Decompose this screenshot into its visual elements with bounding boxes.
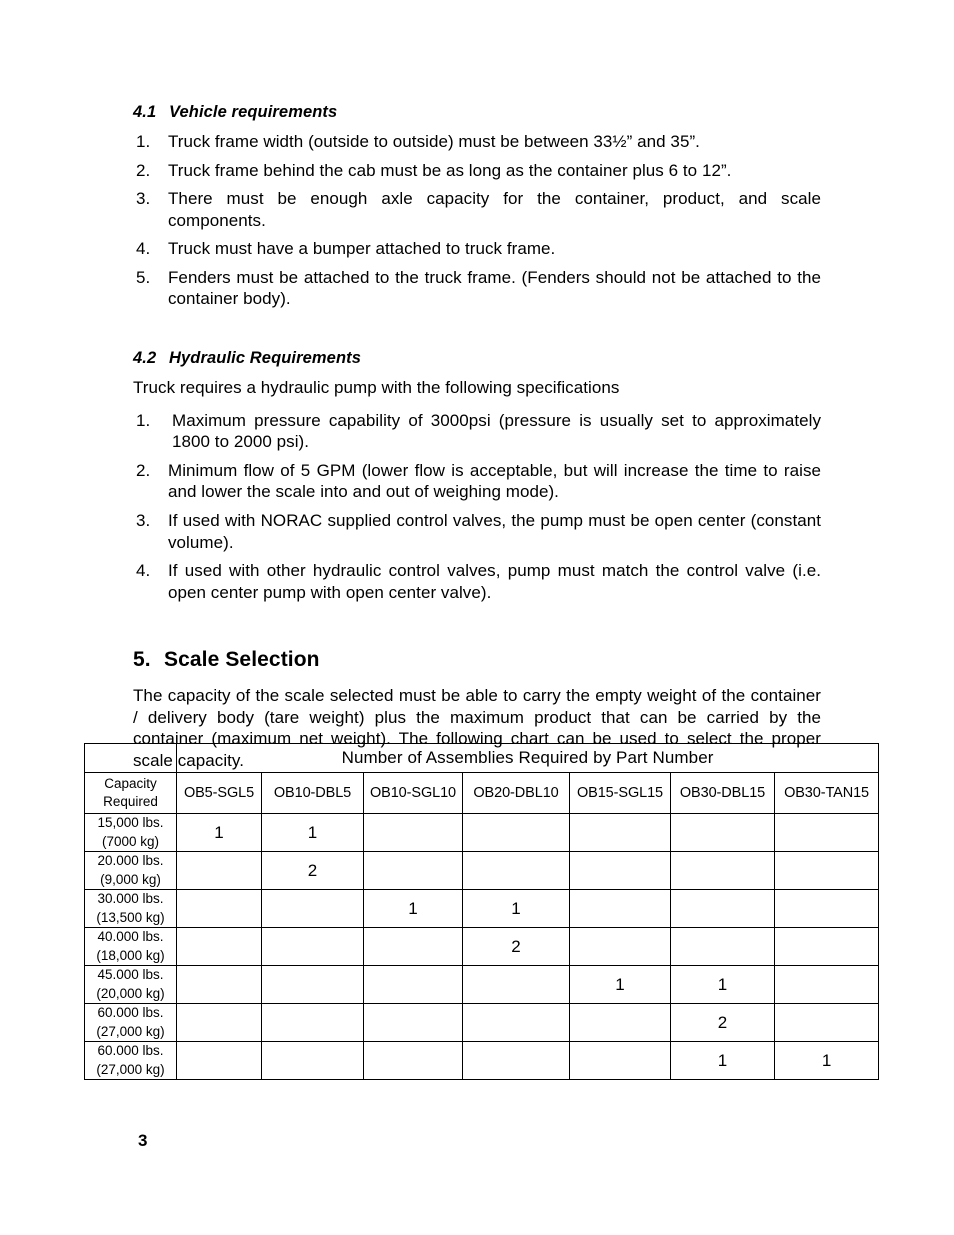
list-item-text: If used with NORAC supplied control valves, the pump must be open center (constant volume).: [168, 510, 821, 552]
capacity-lbs: 15,000 lbs.: [97, 815, 164, 831]
list-marker: 3.: [136, 510, 151, 530]
qty-cell: [364, 1042, 463, 1080]
table-row: [85, 852, 879, 890]
qty-cell: 1: [570, 966, 671, 1004]
scale-selection-paragraph: The capacity of the scale selected must be able to carry the empty weight of the container / delivery body (tare weight) plus the maximum product that can be carried by the container (maximum net weight). The following chart can be used to select the proper scale capacity.: [133, 686, 821, 770]
heading-4-1-number: 4.1: [133, 103, 157, 121]
part-number-header: OB5-SGL5: [177, 773, 262, 814]
capacity-required-header: [85, 773, 177, 814]
qty-cell: [177, 928, 262, 966]
section-spacer: [133, 610, 821, 648]
list-marker: 5.: [136, 267, 151, 287]
heading-4-1: [133, 103, 821, 122]
qty-cell: [775, 814, 879, 852]
qty-cell: 1: [177, 814, 262, 852]
capacity-cell: [85, 928, 177, 966]
capacity-kg: (27,000 kg): [96, 1061, 165, 1077]
list-item-text: Truck frame behind the cab must be as long as the container plus 6 to 12”.: [168, 160, 732, 180]
table-span-header: Number of Assemblies Required by Part Number: [177, 744, 879, 773]
part-number-header: OB30-TAN15: [775, 773, 879, 814]
part-number-header: OB20-DBL10: [463, 773, 570, 814]
table-row: [85, 928, 879, 966]
qty-cell: [177, 890, 262, 928]
qty-cell: 2: [262, 852, 364, 890]
qty-cell: [570, 1004, 671, 1042]
heading-4-1-title: Vehicle requirements: [169, 103, 338, 121]
qty-cell: [364, 814, 463, 852]
qty-cell: [177, 1042, 262, 1080]
capacity-cell: [85, 966, 177, 1004]
capacity-kg: (27,000 kg): [96, 1023, 165, 1039]
list-marker: 2.: [136, 460, 151, 480]
qty-cell: [775, 852, 879, 890]
list-marker: 2.: [136, 160, 151, 180]
table-header-span-row: [85, 744, 879, 773]
list-item-text: Fenders must be attached to the truck frame. (Fenders should not be attached to the container body).: [168, 267, 821, 309]
qty-cell: [671, 890, 775, 928]
list-item: [133, 560, 821, 603]
page-content: [133, 103, 821, 783]
section-spacer: [133, 317, 821, 349]
qty-cell: [570, 852, 671, 890]
qty-cell: 1: [775, 1042, 879, 1080]
table-row: [85, 1004, 879, 1042]
capacity-kg: (9,000 kg): [100, 871, 161, 887]
qty-cell: [671, 852, 775, 890]
qty-cell: [671, 814, 775, 852]
capacity-lbs: 40.000 lbs.: [97, 929, 164, 945]
qty-cell: [262, 928, 364, 966]
list-item: [133, 460, 821, 503]
capacity-cell: [85, 814, 177, 852]
qty-cell: [262, 1042, 364, 1080]
list-item-text: Truck frame width (outside to outside) must be between 33½” and 35”.: [168, 132, 700, 151]
capacity-kg: (13,500 kg): [96, 909, 165, 925]
list-item-text: Maximum pressure capability of 3000psi (pressure is usually set to approximately 1800 to 2000 psi).: [172, 410, 821, 452]
table-row: [85, 890, 879, 928]
qty-cell: [775, 1004, 879, 1042]
list-item-text: Truck must have a bumper attached to truck frame.: [168, 239, 556, 259]
list-item: [133, 267, 821, 310]
list-item: [133, 160, 821, 182]
part-number-header: OB15-SGL15: [570, 773, 671, 814]
qty-cell: [177, 1004, 262, 1042]
table-body: [85, 814, 879, 1080]
capacity-lbs: 60.000 lbs.: [97, 1043, 164, 1059]
table-row: [85, 1042, 879, 1080]
qty-cell: 1: [262, 814, 364, 852]
list-marker: 1.: [136, 132, 151, 151]
capacity-header-line-1: Capacity: [104, 776, 157, 792]
qty-cell: 1: [671, 1042, 775, 1080]
qty-cell: [364, 852, 463, 890]
heading-4-2-number: 4.2: [133, 349, 157, 368]
heading-5-number: 5.: [133, 648, 151, 672]
list-vehicle-requirements: [133, 131, 821, 310]
capacity-header-line-2: Required: [103, 794, 158, 809]
list-item: [133, 131, 821, 153]
qty-cell: [775, 928, 879, 966]
qty-cell: [364, 928, 463, 966]
qty-cell: [570, 890, 671, 928]
qty-cell: 1: [671, 966, 775, 1004]
qty-cell: [463, 966, 570, 1004]
qty-cell: 2: [463, 928, 570, 966]
list-marker: 1.: [136, 410, 151, 430]
capacity-kg: (7000 kg): [101, 833, 160, 849]
list-item-text: If used with other hydraulic control valves, pump must match the control valve (i.e. open center pump with open center valve).: [168, 561, 821, 602]
scale-capacity-table-wrapper: [84, 743, 878, 1080]
part-number-header: OB30-DBL15: [671, 773, 775, 814]
heading-4-2: [133, 349, 821, 368]
qty-cell: [463, 814, 570, 852]
list-item: [133, 410, 821, 453]
capacity-lbs: 45.000 lbs.: [97, 967, 164, 983]
table-corner-blank: [85, 744, 177, 773]
capacity-cell: [85, 1004, 177, 1042]
qty-cell: [775, 966, 879, 1004]
table-row: [85, 814, 879, 852]
qty-cell: [671, 928, 775, 966]
table-row: [85, 966, 879, 1004]
list-marker: 4.: [136, 239, 151, 259]
heading-scale-selection: [133, 648, 821, 672]
capacity-kg: (20,000 kg): [96, 985, 165, 1001]
part-number-header: OB10-DBL5: [262, 773, 364, 814]
qty-cell: [463, 1004, 570, 1042]
capacity-lbs: 30.000 lbs.: [97, 891, 164, 907]
capacity-lbs: 60.000 lbs.: [97, 1005, 164, 1021]
qty-cell: [177, 966, 262, 1004]
qty-cell: [262, 966, 364, 1004]
table-column-header-row: [85, 773, 879, 814]
qty-cell: [364, 1004, 463, 1042]
hydraulic-intro-paragraph: Truck requires a hydraulic pump with the following specifications: [133, 378, 620, 398]
qty-cell: [463, 852, 570, 890]
capacity-lbs: 20.000 lbs.: [97, 853, 164, 869]
qty-cell: 2: [671, 1004, 775, 1042]
qty-cell: [570, 928, 671, 966]
qty-cell: [364, 966, 463, 1004]
qty-cell: [463, 1042, 570, 1080]
qty-cell: 1: [463, 890, 570, 928]
capacity-cell: [85, 1042, 177, 1080]
scale-capacity-table: [84, 743, 879, 1080]
list-item-text: Minimum flow of 5 GPM (lower flow is acceptable, but will increase the time to raise and lower the scale into and out of weighing mode).: [168, 460, 821, 502]
capacity-kg: (18,000 kg): [96, 947, 165, 963]
list-hydraulic-requirements: [133, 410, 821, 604]
part-number-header: OB10-SGL10: [364, 773, 463, 814]
list-item-text: There must be enough axle capacity for the container, product, and scale components.: [168, 189, 821, 230]
list-item: [133, 188, 821, 231]
qty-cell: [177, 852, 262, 890]
page-number: 3: [138, 1131, 148, 1150]
qty-cell: 1: [364, 890, 463, 928]
list-item: [133, 510, 821, 553]
list-item: [133, 238, 821, 260]
heading-4-2-title: Hydraulic Requirements: [169, 349, 362, 368]
heading-5-title: Scale Selection: [164, 648, 320, 672]
list-marker: 3.: [136, 189, 151, 209]
list-marker: 4.: [136, 561, 151, 581]
qty-cell: [570, 1042, 671, 1080]
capacity-cell: [85, 852, 177, 890]
capacity-cell: [85, 890, 177, 928]
qty-cell: [775, 890, 879, 928]
qty-cell: [570, 814, 671, 852]
qty-cell: [262, 890, 364, 928]
qty-cell: [262, 1004, 364, 1042]
